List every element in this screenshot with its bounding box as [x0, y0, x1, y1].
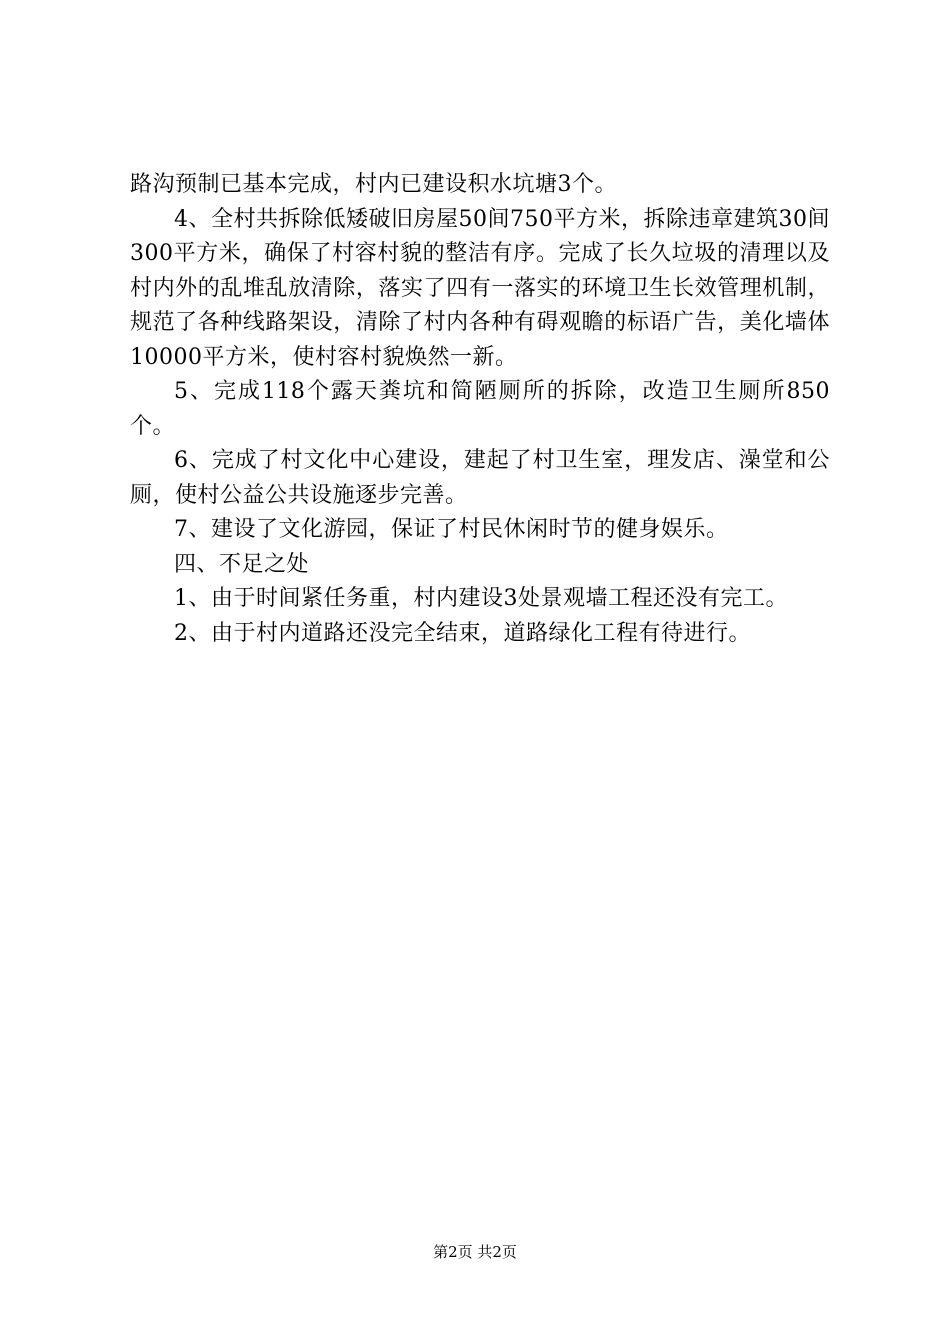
paragraph-item-5: 5、完成118个露天粪坑和简陋厕所的拆除，改造卫生厕所850个。 [130, 379, 830, 439]
page-number: 第2页 共2页 [433, 1243, 517, 1261]
section-heading-shortcomings: 四、不足之处 [174, 551, 310, 577]
document-body [130, 168, 830, 651]
page-footer [0, 1242, 950, 1262]
paragraph-item-6: 6、完成了村文化中心建设，建起了村卫生室，理发店、澡堂和公厕，使村公益公共设施逐步完善。 [130, 448, 830, 508]
paragraph-item-7: 7、建设了文化游园，保证了村民休闲时节的健身娱乐。 [174, 517, 729, 542]
paragraph-item-4: 4、全村共拆除低矮破旧房屋50间750平方米，拆除违章建筑30间300平方米，确保了村容村貌的整洁有序。完成了长久垃圾的清理以及村内外的乱堆乱放清除，落实了四有一落实的环境卫生长效管理机制，规范了各种线路架设，清除了村内各种有碍观瞻的标语广告，美化墙体10000平方米，使村容村貌焕然一新。 [130, 206, 830, 370]
shortcoming-item-2: 2、由于村内道路还没完全结束，道路绿化工程有待进行。 [174, 620, 751, 646]
paragraph-continuation: 路沟预制已基本完成，村内已建设积水坑塘3个。 [130, 172, 617, 197]
shortcoming-item-1: 1、由于时间紧任务重，村内建设3处景观墙工程还没有完工。 [174, 586, 788, 611]
